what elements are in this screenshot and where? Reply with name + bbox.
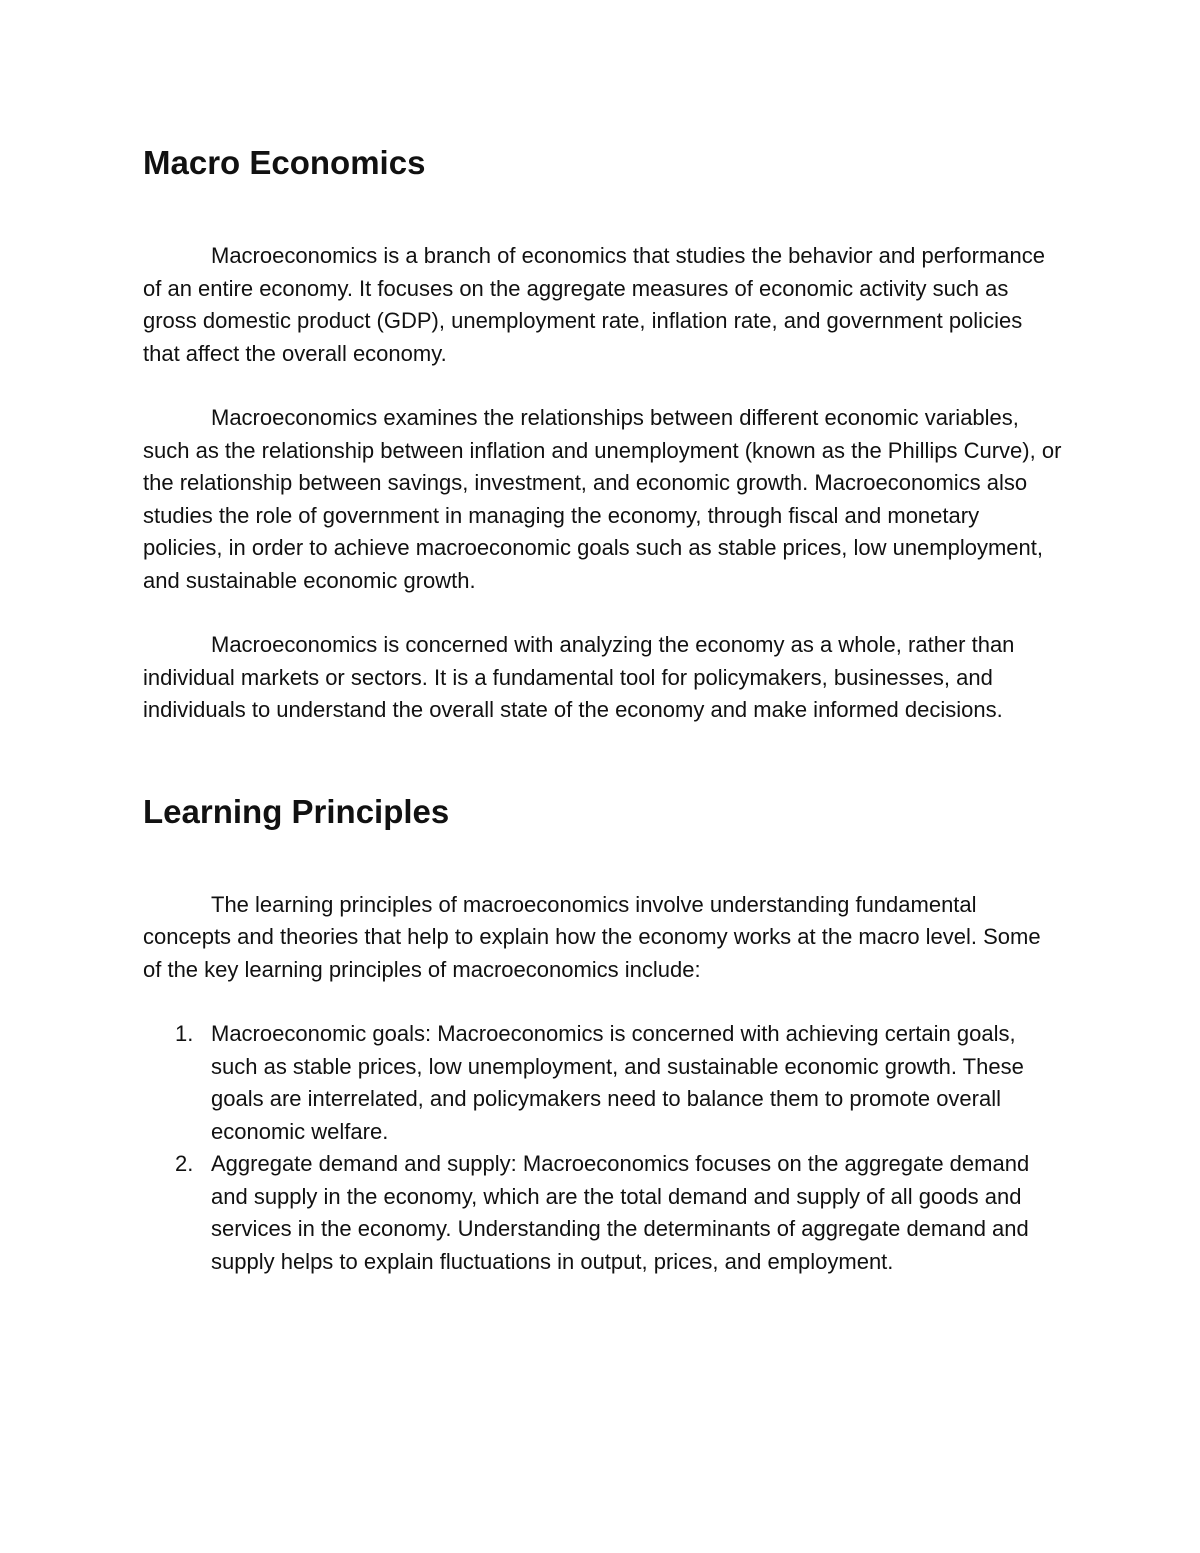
macro-paragraph-1: Macroeconomics is a branch of economics that studies the behavior and performance of an entire economy. It focuses on the aggregate measures of economic activity such as gross domestic product (GDP), unemployment rate, inflation rate, and government policies that affect the overall economy.: [143, 243, 1045, 366]
document-content: [143, 138, 1063, 1278]
macro-paragraph-3: Macroeconomics is concerned with analyzing the economy as a whole, rather than individual markets or sectors. It is a fundamental tool for policymakers, businesses, and individuals to understand the overall state of the economy and make informed decisions.: [143, 632, 1015, 722]
heading-learning-principles: Learning Principles: [143, 792, 450, 830]
learning-paragraph-1: The learning principles of macroeconomics involve understanding fundamental concepts and theories that help to explain how the economy works at the macro level. Some of the key learning principles of macroeconomics include:: [143, 891, 1041, 982]
list-item-number: 2.: [175, 1151, 194, 1176]
list-item-macroeconomic-goals: [175, 1018, 1063, 1148]
learning-principles-list: [143, 1018, 1063, 1278]
list-item-number: 1.: [175, 1021, 194, 1046]
heading-macro-economics: Macro Economics: [143, 144, 426, 181]
list-item-text: Macroeconomic goals: Macroeconomics is concerned with achieving certain goals, such as stable prices, low unemployment, and sustainable economic growth. These goals are interrelated, and policymakers need to balance them to promote overall economic welfare.: [211, 1021, 1024, 1144]
list-item-aggregate-demand-supply: [175, 1148, 1063, 1278]
macro-paragraph-2: Macroeconomics examines the relationships between different economic variables, such as the relationship between inflation and unemployment (known as the Phillips Curve), or the relationship between savings, investment, and economic growth. Macroeconomics also studies the role of government in managing the economy, through fiscal and monetary policies, in order to achieve macroeconomic goals such as stable prices, low unemployment, and sustainable economic growth.: [143, 405, 1062, 593]
list-item-text: Aggregate demand and supply: Macroeconomics focuses on the aggregate demand and supply in the economy, which are the total demand and supply of all goods and services in the economy. Understanding the determinants of aggregate demand and supply helps to explain fluctuations in output, prices, and employment.: [211, 1151, 1030, 1274]
